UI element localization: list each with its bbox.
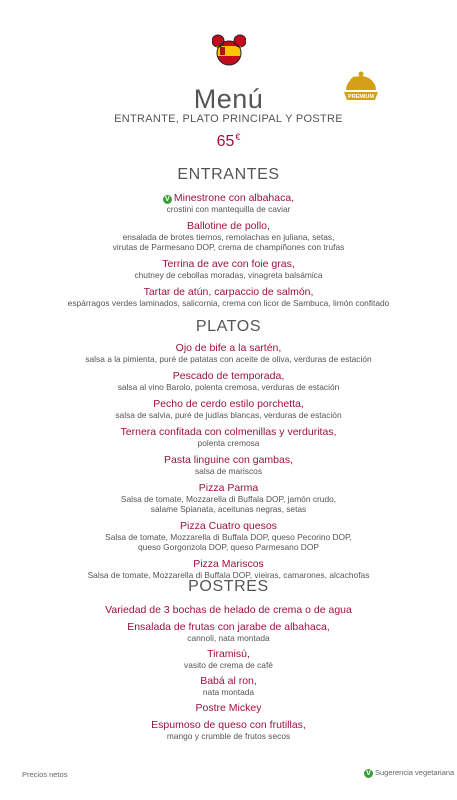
menu-item-name: [0, 482, 457, 494]
menu-item-name-text: Pizza Mariscos: [193, 558, 264, 570]
menu-item-description: espárragos verdes laminados, salicornia, crema con licor de Sambuca, limón confitado: [67, 298, 390, 308]
menu-item-name: [0, 342, 457, 354]
menu-item: [0, 426, 457, 448]
menu-item: [0, 192, 457, 214]
menu-item-description: mango y crumble de frutos secos: [166, 731, 291, 741]
menu-item-description: chutney de cebollas moradas, vinagreta balsámica: [134, 270, 323, 280]
menu-item-name: [0, 398, 457, 410]
menu-item-description: Salsa de tomate, Mozzarella di Buffala DOP, jamón crudo, salame Spianata, aceitunas negras, setas: [120, 494, 337, 514]
section-heading: POSTRES: [188, 578, 269, 595]
menu-item: [0, 342, 457, 364]
menu-item-description: crostini con mantequilla de caviar: [166, 204, 291, 214]
menu-item-name: [0, 454, 457, 466]
footer-veg-legend: [364, 768, 454, 778]
veg-legend-label: Sugerencia vegetariana: [375, 768, 455, 777]
page-title: Menú: [193, 84, 264, 114]
menu-item-name: [0, 719, 457, 731]
menu-item-description: Salsa de tomate, Mozzarella di Buffala DOP, vieiras, camarones, alcachofas: [87, 570, 370, 580]
menu-item-description: salsa de mariscos: [194, 466, 263, 476]
menu-item-name-text: Pescado de temporada,: [172, 370, 285, 382]
menu-item-description: salsa al vino Barolo, polenta cremosa, verduras de estación: [117, 382, 340, 392]
menu-item: [0, 220, 457, 252]
menu-item-name: [0, 370, 457, 382]
menu-item: [0, 604, 457, 616]
section-heading: ENTRANTES: [177, 166, 280, 183]
menu-item: [0, 454, 457, 476]
vegetarian-icon: V: [364, 769, 373, 778]
menu-item-name-text: Babá al ron,: [200, 675, 257, 687]
menu-item-description: salsa a la pimienta, puré de patatas con aceite de oliva, verduras de estación: [85, 354, 372, 364]
section-entrantes: [0, 166, 457, 314]
menu-item: [0, 258, 457, 280]
menu-item-name-text: Ensalada de frutas con jarabe de albahaca,: [127, 621, 330, 633]
menu-item-name-text: Pecho de cerdo estilo porchetta,: [153, 398, 304, 410]
menu-item-name: [0, 621, 457, 633]
menu-item-name-text: Pizza Cuatro quesos: [180, 520, 277, 532]
menu-item-name: [0, 558, 457, 570]
section-postres: [0, 578, 457, 746]
menu-item: [0, 558, 457, 580]
menu-item: [0, 719, 457, 741]
menu-item: [0, 370, 457, 392]
menu-item-description: Salsa de tomate, Mozzarella di Buffala DOP, queso Pecorino DOP, queso Gorgonzola DOP, queso Parmesano DOP: [105, 532, 352, 552]
menu-item-description: nata montada: [202, 687, 255, 697]
menu-item-name: [0, 286, 457, 298]
menu-item-description: salsa de salvia, puré de judías blancas, verduras de estación: [115, 410, 342, 420]
section-platos: [0, 318, 457, 586]
menu-item: [0, 621, 457, 643]
price-currency: €: [235, 132, 241, 142]
menu-item-description: vasito de crema de café: [184, 660, 273, 670]
menu-item: [0, 702, 457, 714]
menu-item-name-text: Pasta linguine con gambas,: [164, 454, 293, 466]
section-heading: PLATOS: [195, 318, 262, 335]
menu-item-name: [0, 520, 457, 532]
menu-item: [0, 675, 457, 697]
menu-item-name-text: Pizza Parma: [198, 482, 259, 494]
menu-item-name-text: Tiramisù,: [207, 648, 250, 660]
menu-item: [0, 286, 457, 308]
menu-item-name-text: Espumoso de queso con frutillas,: [151, 719, 306, 731]
vegetarian-icon: V: [163, 195, 172, 204]
menu-item: [0, 398, 457, 420]
menu-item-name-text: Terrina de ave con foie gras,: [162, 258, 295, 270]
menu-item-name-text: Ternera confitada con colmenillas y verduritas,: [120, 426, 337, 438]
footer-prices-note: Precios netos: [22, 770, 68, 779]
menu-item-description: ensalada de brotes tiernos, remolachas en juliana, setas, virutas de Parmesano DOP, crema de champiñones con trufas: [112, 232, 345, 252]
menu-item-name: [0, 426, 457, 438]
menu-item-name: [0, 675, 457, 687]
price-value: 65: [216, 133, 235, 150]
menu-item-name: [0, 648, 457, 660]
menu-item-name-text: Variedad de 3 bochas de helado de crema o de agua: [105, 604, 352, 616]
menu-item-name: [0, 702, 457, 714]
menu-subtitle: ENTRANTE, PLATO PRINCIPAL Y POSTRE: [114, 113, 343, 125]
menu-item: [0, 520, 457, 552]
menu-item-name: [0, 604, 457, 616]
menu-price: [0, 132, 457, 151]
menu-item-name: [0, 192, 457, 204]
menu-item-name: [0, 258, 457, 270]
menu-item: [0, 648, 457, 670]
menu-item: [0, 482, 457, 514]
mickey-spain-flag-icon: [212, 34, 246, 66]
menu-item-name-text: Minestrone con albahaca,: [173, 192, 295, 204]
menu-item-name-text: Postre Mickey: [195, 702, 262, 714]
menu-item-name-text: Ojo de bife a la sartén,: [175, 342, 282, 354]
menu-item-name-text: Tartar de atún, carpaccio de salmón,: [143, 286, 314, 298]
menu-item-description: cannoli, nata montada: [187, 633, 270, 643]
menu-item-name: [0, 220, 457, 232]
premium-badge-text: PREMIUM: [348, 94, 374, 100]
menu-item-name-text: Ballotine de pollo,: [187, 220, 270, 232]
menu-item-description: polenta cremosa: [197, 438, 260, 448]
